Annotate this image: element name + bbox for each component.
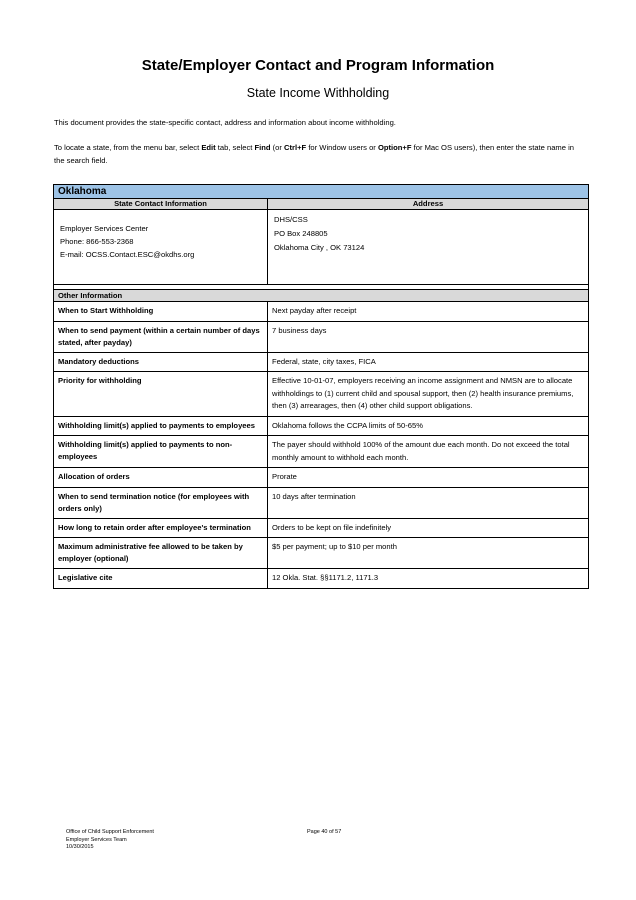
table-row <box>54 538 589 569</box>
table-row <box>54 372 589 417</box>
row-label: Withholding limit(s) applied to payments to non-employees <box>54 436 268 468</box>
instructions-paragraph <box>54 141 584 167</box>
contact-line: Phone: 866-553-2368 <box>60 237 134 246</box>
page-subtitle: State Income Withholding <box>246 86 390 100</box>
row-label: Maximum administrative fee allowed to be taken by employer (optional) <box>54 538 268 569</box>
address-line: DHS/CSS <box>274 215 308 224</box>
row-value: 12 Okla. Stat. §§1171.2, 1171.3 <box>268 569 589 589</box>
footer-page-number: Page 40 of 57 <box>307 829 342 835</box>
instructions-text: for Mac OS users), then enter the state name in the search field. <box>54 143 574 165</box>
table-row <box>54 518 589 538</box>
contact-line: Employer Services Center <box>60 224 149 233</box>
instructions-text: To locate a state, from the menu bar, select <box>54 143 202 152</box>
footer-left <box>66 829 154 852</box>
contact-row <box>54 210 589 285</box>
state-name: Oklahoma <box>54 185 589 199</box>
page-title: State/Employer Contact and Program Information <box>141 57 495 74</box>
instructions-keyword-edit: Edit <box>201 143 216 152</box>
row-label: Withholding limit(s) applied to payments to employees <box>54 416 268 436</box>
instructions-keyword-ctrl-f: Ctrl+F <box>284 143 307 152</box>
other-info-header-row <box>54 290 589 302</box>
row-value: 7 business days <box>268 321 589 352</box>
intro-paragraph: This document provides the state-specific contact, address and information about income withholding. <box>54 118 396 127</box>
address-column-header: Address <box>268 199 589 210</box>
row-label: Legislative cite <box>54 569 268 589</box>
row-label: Priority for withholding <box>54 372 268 417</box>
footer-team: Employer Services Team <box>66 836 127 843</box>
instructions-keyword-find: Find <box>254 143 271 152</box>
table-row <box>54 302 589 322</box>
row-value: Orders to be kept on file indefinitely <box>268 518 589 538</box>
footer-office: Office of Child Support Enforcement <box>66 829 154 835</box>
instructions-text: for Window users or <box>306 143 378 152</box>
contact-column-header: State Contact Information <box>54 199 268 210</box>
row-value: Effective 10-01-07, employers receiving an income assignment and NMSN are to allocate withholdings to (1) current child and spousal support, then (2) health insurance premiums, then (3) arrearages, then (4) other child support obligations. <box>268 372 589 417</box>
row-label: Mandatory deductions <box>54 352 268 372</box>
row-value: Prorate <box>268 468 589 488</box>
instructions-text: tab, select <box>215 143 255 152</box>
row-label: When to Start Withholding <box>54 302 268 322</box>
row-value: Federal, state, city taxes, FICA <box>268 352 589 372</box>
table-row <box>54 352 589 372</box>
contact-line: E-mail: OCSS.Contact.ESC@okdhs.org <box>60 250 195 259</box>
table-row <box>54 416 589 436</box>
row-value: The payer should withhold 100% of the amount due each month. Do not exceed the total monthly amount to withhold each month. <box>268 436 589 468</box>
row-value: Oklahoma follows the CCPA limits of 50-65% <box>268 416 589 436</box>
row-label: When to send termination notice (for employees with orders only) <box>54 487 268 518</box>
table-row <box>54 436 589 468</box>
table-row <box>54 569 589 589</box>
address-line: PO Box 248805 <box>274 229 328 238</box>
state-info-table <box>53 184 589 589</box>
table-row <box>54 468 589 488</box>
row-value: 10 days after termination <box>268 487 589 518</box>
info-rows <box>54 302 589 589</box>
column-header-row <box>54 199 589 210</box>
address-line: Oklahoma City , OK 73124 <box>274 243 365 252</box>
state-header-row <box>54 185 589 199</box>
row-label: Allocation of orders <box>54 468 268 488</box>
row-label: When to send payment (within a certain number of days stated, after payday) <box>54 321 268 352</box>
other-info-header: Other Information <box>54 290 589 302</box>
row-value: $5 per payment; up to $10 per month <box>268 538 589 569</box>
instructions-text: (or <box>270 143 285 152</box>
table-row <box>54 487 589 518</box>
instructions-keyword-option-f: Option+F <box>377 143 412 152</box>
table-row <box>54 321 589 352</box>
row-value: Next payday after receipt <box>268 302 589 322</box>
contact-cell <box>54 210 268 285</box>
row-label: How long to retain order after employee's termination <box>54 518 268 538</box>
address-cell <box>268 210 589 285</box>
footer-date: 10/30/2015 <box>66 844 94 850</box>
